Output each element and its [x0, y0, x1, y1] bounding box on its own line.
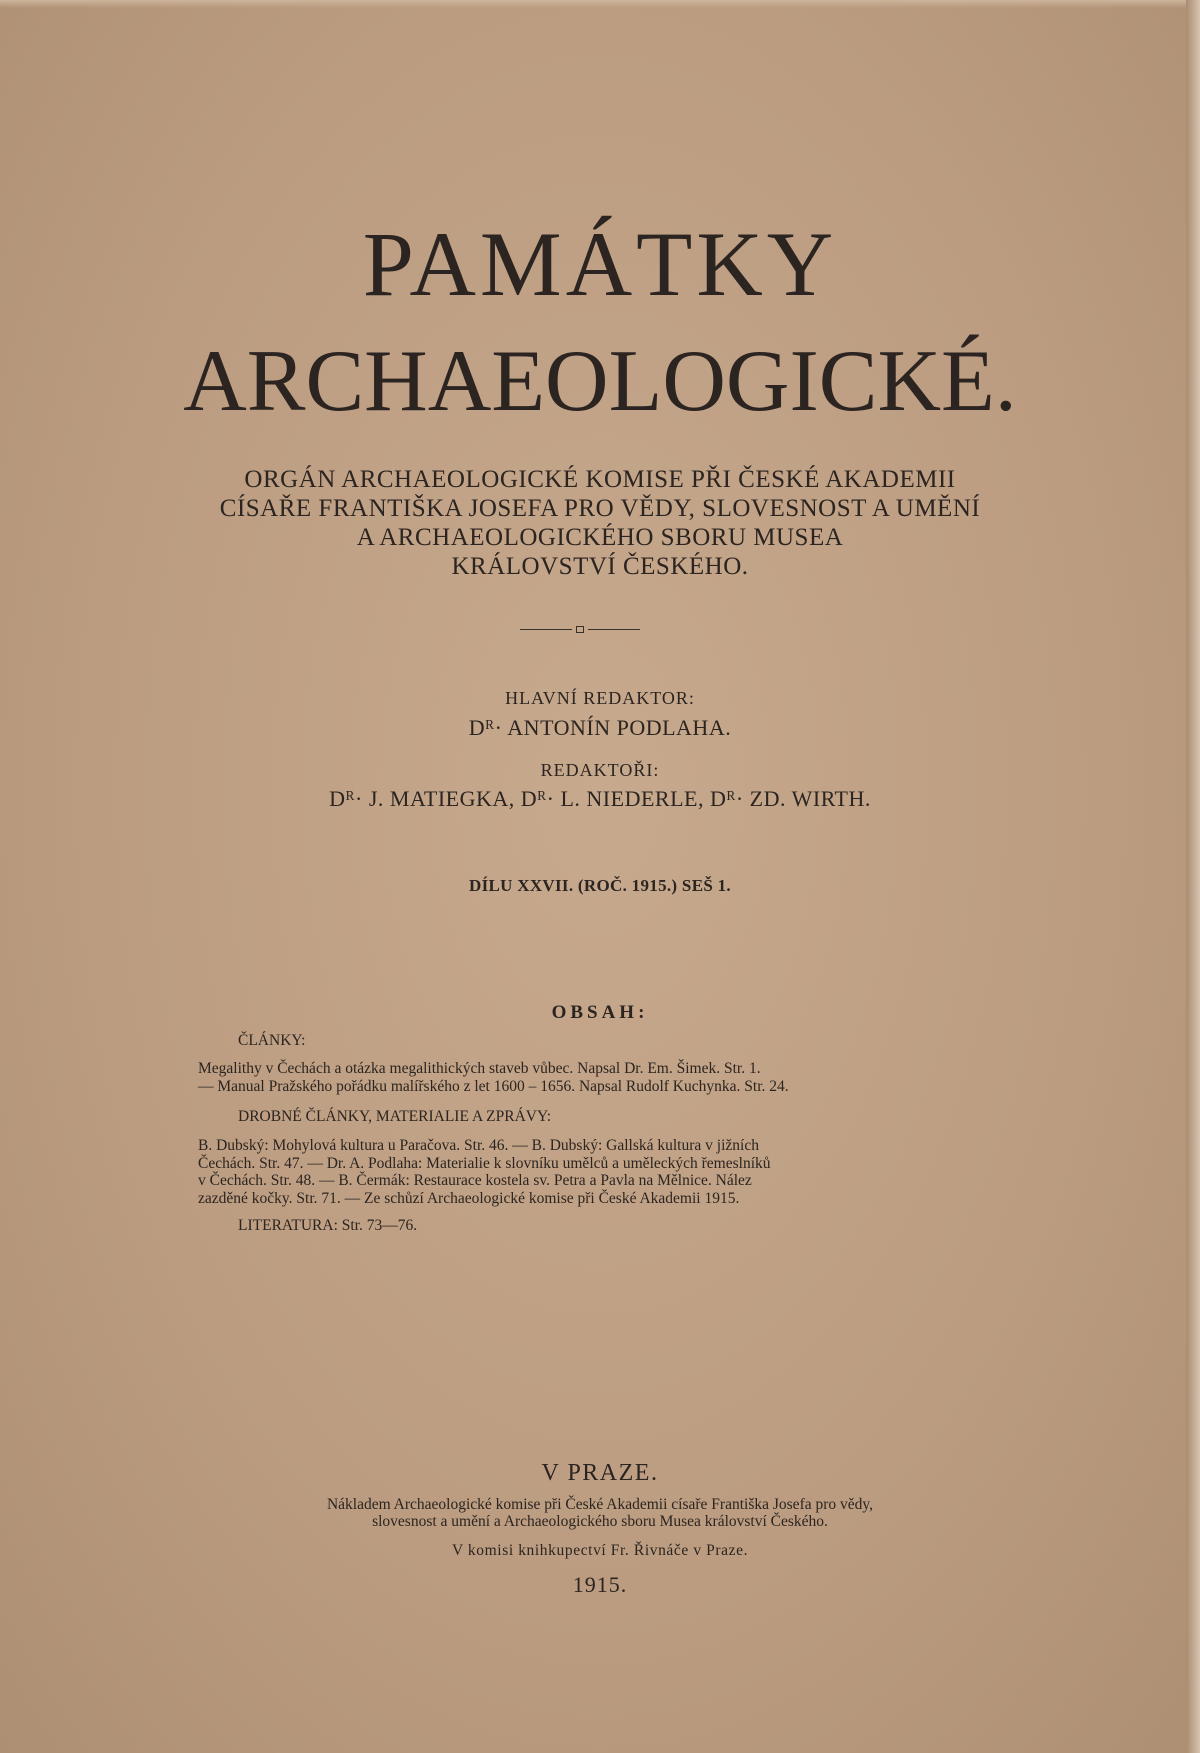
- editors-names: Dᴿ· J. MATIEGKA, Dᴿ· L. NIEDERLE, Dᴿ· ZD. WIRTH.: [329, 786, 871, 811]
- section-heading-short-articles: DROBNÉ ČLÁNKY, MATERIALIE A ZPRÁVY:: [238, 1108, 552, 1125]
- toc-line: v Čechách. Str. 48. — B. Čermák: Restaurace kostela sv. Petra a Pavla na Mělnice. Nález: [198, 1172, 752, 1189]
- section-heading-articles: ČLÁNKY:: [238, 1032, 306, 1049]
- title-line-1: PAMÁTKY: [362, 213, 838, 315]
- toc-line: Čechách. Str. 47. — Dr. A. Podlaha: Materialie k slovníku umělců a uměleckých řemeslníků: [198, 1154, 771, 1172]
- organ-line: CÍSAŘE FRANTIŠKA JOSEFA PRO VĚDY, SLOVESNOST A UMĚNÍ: [219, 495, 981, 522]
- toc-line: zazděné kočky. Str. 71. — Ze schůzí Archaeologické komise při České Akademii 1915.: [198, 1189, 740, 1207]
- imprint-publisher: [0, 1496, 1200, 1530]
- section-heading-literature: LITERATURA: Str. 73—76.: [238, 1217, 418, 1234]
- title-line-2: ARCHAEOLOGICKÉ.: [183, 333, 1017, 430]
- ornament-divider: [520, 625, 640, 633]
- contents-heading: OBSAH:: [551, 1002, 649, 1023]
- publisher-line: Nákladem Archaeologické komise při České Akademii císaře Františka Josefa pro vědy,: [326, 1496, 874, 1513]
- organ-line: KRÁLOVSTVÍ ČESKÉHO.: [451, 553, 749, 580]
- toc-line: — Manual Pražského pořádku malířského z let 1600 – 1656. Napsal Rudolf Kuchynka. Str. 24.: [198, 1077, 789, 1095]
- imprint-commission: V komisi knihkupectví Fr. Řivnáče v Praze.: [451, 1542, 749, 1559]
- section-short-articles: [198, 1137, 958, 1207]
- volume-info: DÍLU XXVII. (ROČ. 1915.) SEŠ 1.: [469, 876, 731, 895]
- imprint-place: V PRAZE.: [541, 1460, 659, 1486]
- organ-line: ORGÁN ARCHAEOLOGICKÉ KOMISE PŘI ČESKÉ AKADEMII: [244, 466, 956, 493]
- chief-editor-name: Dᴿ· ANTONÍN PODLAHA.: [468, 715, 732, 740]
- chief-editor-label: HLAVNÍ REDAKTOR:: [505, 688, 695, 708]
- section-articles: [198, 1060, 958, 1095]
- publisher-line: slovesnost a umění a Archaeologického sboru Musea království Českého.: [372, 1513, 828, 1530]
- toc-line: Megalithy v Čechách a otázka megalithických staveb vůbec. Napsal Dr. Em. Šimek. Str. 1.: [198, 1060, 761, 1077]
- paper-edge-top: [0, 0, 1200, 8]
- organ-line: A ARCHAEOLOGICKÉHO SBORU MUSEA: [356, 524, 844, 551]
- toc-line: B. Dubský: Mohylová kultura u Paračova. Str. 46. — B. Dubský: Gallská kultura v jižních: [198, 1137, 759, 1154]
- imprint-year: 1915.: [572, 1572, 628, 1597]
- organ-statement: [0, 465, 1200, 581]
- editors-label: REDAKTOŘI:: [540, 760, 660, 780]
